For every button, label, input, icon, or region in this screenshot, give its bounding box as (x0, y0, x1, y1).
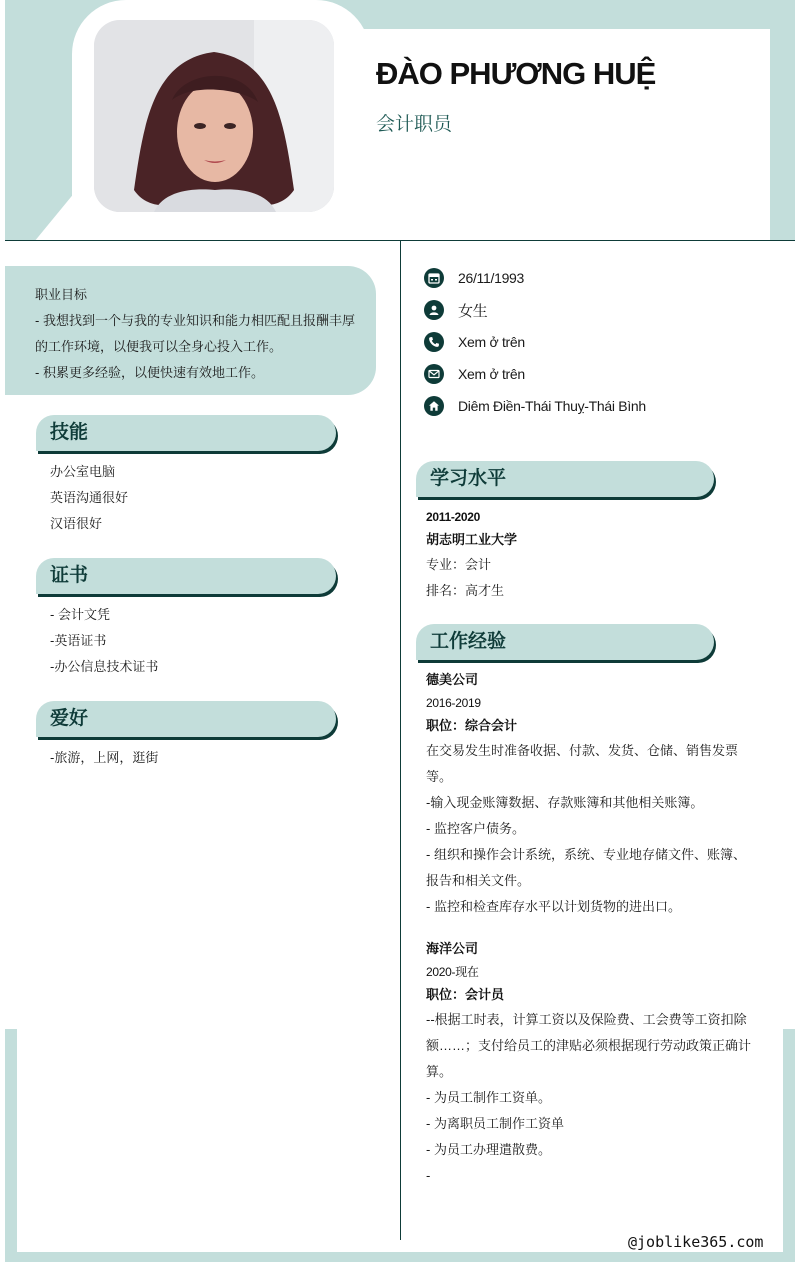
job-duty: - 为员工办理遣散费。 (426, 1142, 551, 1157)
education-title: 学习水平 (430, 468, 507, 489)
job-duty: - 为员工制作工资单。 (426, 1090, 551, 1105)
phone-text: Xem ở trên (458, 334, 525, 350)
education-major: 专业：会计 (426, 557, 492, 572)
phone-icon (424, 332, 444, 352)
job-company: 海洋公司 (426, 941, 479, 956)
column-divider (400, 240, 401, 1240)
job-duty: 在交易发生时准备收据、付款、发货、仓储、销售发票 (426, 743, 739, 758)
objective-line: - 积累更多经验，以便快速有效地工作。 (35, 365, 264, 380)
certificates-list (50, 602, 158, 680)
calendar-icon (424, 268, 444, 288)
certificate-item: -办公信息技术证书 (50, 659, 159, 674)
gender-text: 女生 (458, 302, 488, 320)
frame-bottom (5, 1252, 795, 1262)
education-school: 胡志明工业大学 (426, 532, 518, 547)
footer-watermark: @joblike365.com (628, 1233, 764, 1251)
job-entry-2 (426, 937, 766, 1189)
job-position: 职位：综合会计 (426, 718, 518, 733)
user-icon (424, 300, 444, 320)
contact-gender (424, 294, 646, 326)
contact-info (424, 262, 646, 422)
job-duty: - 为离职员工制作工资单 (426, 1116, 564, 1131)
job-title: 会计职员 (376, 114, 453, 135)
job-period: 2016-2019 (426, 696, 481, 710)
education-period: 2011-2020 (426, 510, 481, 524)
job-duty: - 监控客户债务。 (426, 821, 525, 836)
birthday-text: 26/11/1993 (458, 270, 525, 286)
certificates-title: 证书 (50, 565, 89, 586)
address-text: Diêm Điền-Thái Thuỵ-Thái Bình (458, 398, 646, 414)
job-position: 职位：会计员 (426, 987, 505, 1002)
objective-line: - 我想找到一个与我的专业知识和能力相匹配且报酬丰厚 (35, 313, 355, 328)
skill-item: 汉语很好 (50, 516, 103, 531)
certificate-item: - 会计文凭 (50, 607, 110, 622)
job-duty: -输入现金账簿数据、存款账簿和其他相关账簿。 (426, 795, 704, 810)
objective-title: 职业目标 (35, 287, 88, 302)
job-duty: - 组织和操作会计系统，系统、专业地存储文件、账簿、 (426, 847, 746, 862)
experience-title: 工作经验 (430, 631, 507, 652)
job-duty: 额……；支付给员工的津贴必须根据现行劳动政策正确计 (426, 1038, 752, 1053)
job-duty: --根据工时表，计算工资以及保险费、工会费等工资扣除 (426, 1012, 747, 1027)
contact-email (424, 358, 646, 390)
objective-box (5, 266, 376, 395)
contact-birthday (424, 262, 646, 294)
job-company: 德美公司 (426, 672, 479, 687)
profile-photo (94, 20, 334, 212)
job-duty: 等。 (426, 769, 453, 784)
contact-phone (424, 326, 646, 358)
job-duty: - 监控和检查库存水平以计划货物的进出口。 (426, 899, 681, 914)
email-text: Xem ở trên (458, 366, 525, 382)
skills-header (36, 415, 336, 451)
hobbies-header (36, 701, 336, 737)
home-icon (424, 396, 444, 416)
education-header (416, 461, 714, 497)
job-duty: - (426, 1168, 431, 1183)
job-duty: 报告和相关文件。 (426, 873, 531, 888)
education-rank: 排名：高才生 (426, 583, 505, 598)
education-block (426, 506, 766, 604)
skill-item: 英语沟通很好 (50, 490, 129, 505)
certificates-header (36, 558, 336, 594)
job-entry-1 (426, 668, 766, 920)
skills-list (50, 459, 128, 537)
job-duty: 算。 (426, 1064, 453, 1079)
job-period: 2020-现在 (426, 965, 479, 979)
skill-item: 办公室电脑 (50, 464, 116, 479)
frame-right (783, 1029, 795, 1262)
hobbies-title: 爱好 (50, 708, 89, 729)
contact-address (424, 390, 646, 422)
experience-header (416, 624, 714, 660)
hobby-item: -旅游，上网，逛街 (50, 750, 159, 765)
skills-title: 技能 (50, 422, 89, 443)
certificate-item: -英语证书 (50, 633, 107, 648)
hobbies-list (50, 745, 158, 771)
frame-left (5, 1029, 17, 1262)
objective-line: 的工作环境，以便我可以全身心投入工作。 (35, 339, 283, 354)
mail-icon (424, 364, 444, 384)
candidate-name: ĐÀO PHƯƠNG HUỆ (376, 56, 656, 91)
